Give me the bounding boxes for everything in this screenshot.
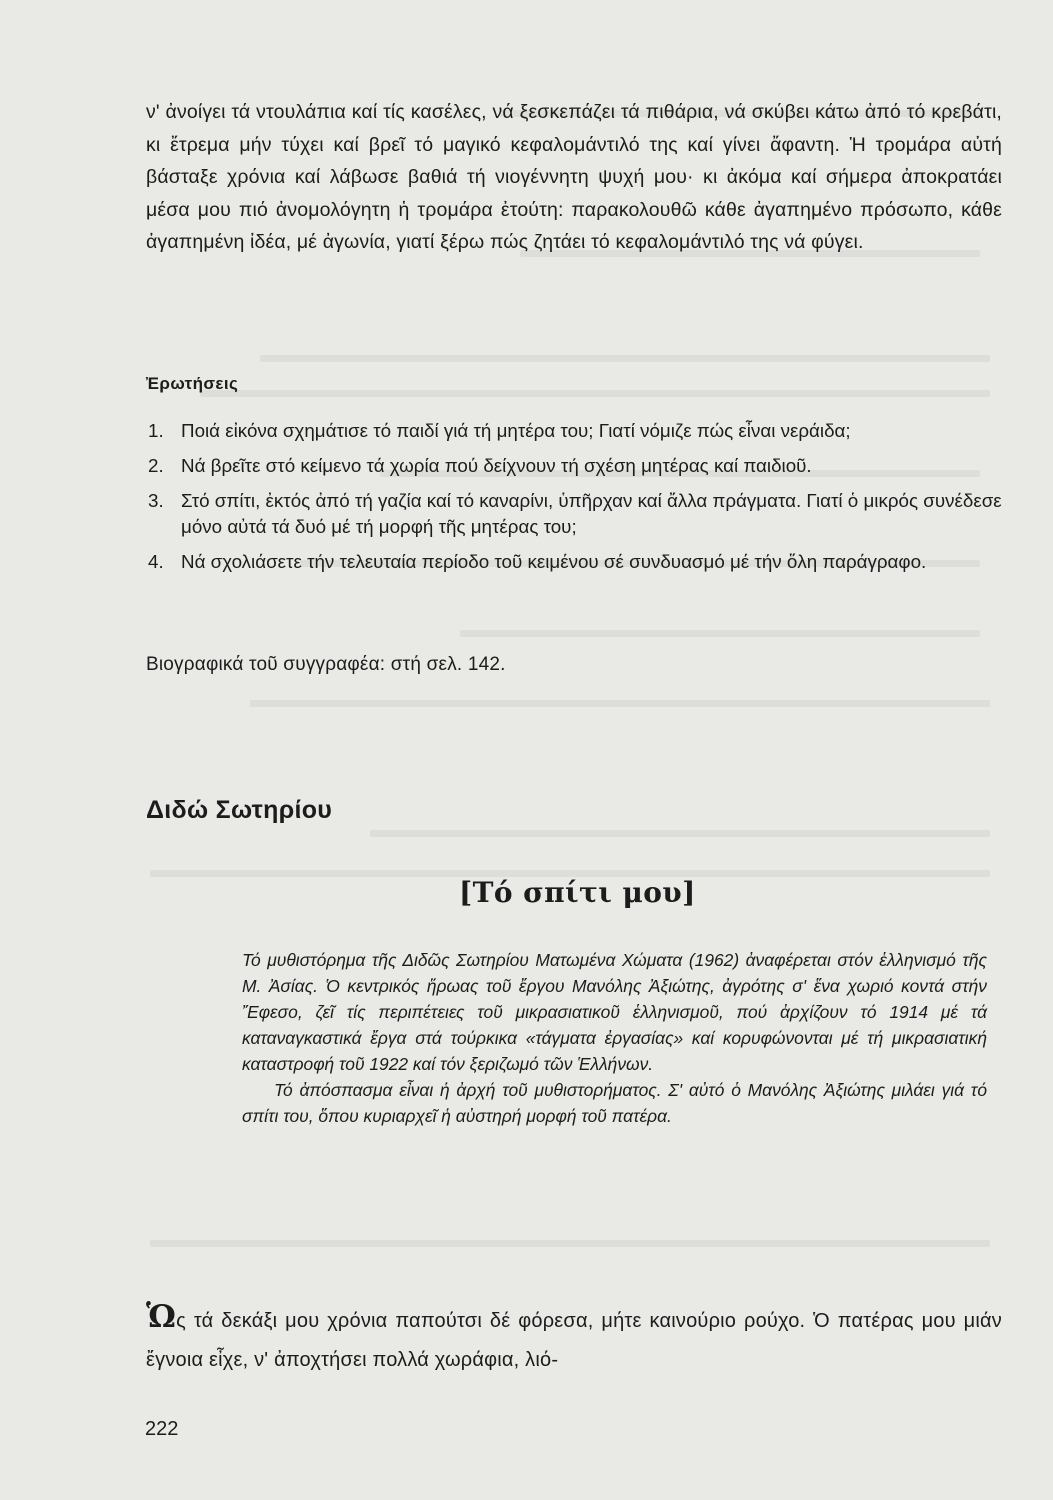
question-text: Ποιά εἰκόνα σχημάτισε τό παιδί γιά τή μητέρα του; Γιατί νόμιζε πώς εἶναι νεράιδα; [181,420,851,441]
intro-paragraph [146,96,1002,259]
story-text: ς τά δεκάξι μου χρόνια παπούτσι δέ φόρεσα, μήτε καινούριο ρούχο. Ὁ πατέρας μου μιάν ἔγνοια εἶχε, ν' ἀποχτήσει πολλά χωράφια, λιό- [146,1310,1002,1371]
story-opening [146,1299,1002,1380]
story-paragraph [146,1299,1002,1380]
intro-note-paragraph: Τό ἀπόσπασμα εἶναι ἡ ἀρχή τοῦ μυθιστορήματος. Σ' αὐτό ὁ Μανόλης Ἀξιώτης μιλάει γιά τό σπίτι του, ὅπου κυριαρχεῖ ἡ αὐστηρή μορφή τοῦ πατέρα. [242,1080,987,1126]
intro-paragraph-text: ν' ἀνοίγει τά ντουλάπια καί τίς κασέλες, νά ξεσκεπάζει τά πιθάρια, νά σκύβει κάτω ἀπό τό κρεβάτι, κι ἔτρεμα μήν τύχει καί βρεῖ τό μαγικό κεφαλομάντιλό της καί γίνει ἄφαντη. Ἡ τρομάρα αὐτή βάσταξε χρόνια καί λάβωσε βαθιά τή νιογέννητη ψυχή μου· κι ἀκόμα καί σήμερα ἀποκρατάει μέσα μου πιό ἀνομολόγητη ἡ τρομάρα ἐτούτη: παρακολουθῶ κάθε ἀγαπημένο πρόσωπο, κάθε ἀγαπημένη ἰδέα, μέ ἀγωνία, γιατί ξέρω πώς ζητάει τό κεφαλομάντιλό της νά φύγει. [146,101,1002,253]
question-number: 3. [148,490,164,511]
question-number: 1. [148,420,164,441]
work-introduction-note [242,947,987,1129]
question-text: Νά σχολιάσετε τήν τελευταία περίοδο τοῦ κειμένου σέ συνδυασμό μέ τήν ὅλη παράγραφο. [181,551,927,572]
questions-heading: Ἐρωτήσεις [146,374,239,393]
drop-cap: Ὡ [146,1299,177,1335]
question-number: 2. [148,455,164,476]
question-item [146,549,1006,575]
page-number: 222 [145,1418,179,1440]
question-item [146,488,1006,540]
intro-note-paragraph: Τό μυθιστόρημα τῆς Διδῶς Σωτηρίου Ματωμένα Χώματα (1962) ἀναφέρεται στόν ἑλληνισμό τῆς Μ. Ἀσίας. Ὁ κεντρικός ἥρωας τοῦ ἔργου Μανόλης Ἀξιώτης, ἀγρότης σ' ἕνα χωριό κοντά στήν Ἔφεσο, ζεῖ τίς περιπέτειες τοῦ μικρασιατικοῦ ἑλληνισμοῦ, πού ἀρχίζουν τό 1914 μέ τά καταναγκαστικά ἔργα στά τούρκικα «τάγματα ἐργασίας» καί κορυφώνονται μέ τή μικρασιατική καταστροφή τοῦ 1922 καί τόν ξεριζωμό τῶν Ἑλλήνων. [242,950,987,1074]
question-text: Στό σπίτι, ἐκτός ἀπό τή γαζία καί τό καναρίνι, ὑπῆρχαν καί ἄλλα πράγματα. Γιατί ὁ μικρός συνέδεσε μόνο αὐτά τά δυό μέ τή μορφή τῆς μητέρας του; [181,490,1002,537]
question-item [146,453,1006,479]
question-number: 4. [148,551,164,572]
author-bio-reference: Βιογραφικά τοῦ συγγραφέα: στή σελ. 142. [146,654,506,675]
author-name: Διδώ Σωτηρίου [146,796,333,824]
question-text: Νά βρεῖτε στό κείμενο τά χωρία πού δείχνουν τή σχέση μητέρας καί παιδιοῦ. [181,455,812,476]
question-item [146,418,1006,444]
work-title: [Τό σπίτι μου] [459,876,696,909]
questions-list [146,418,1006,584]
